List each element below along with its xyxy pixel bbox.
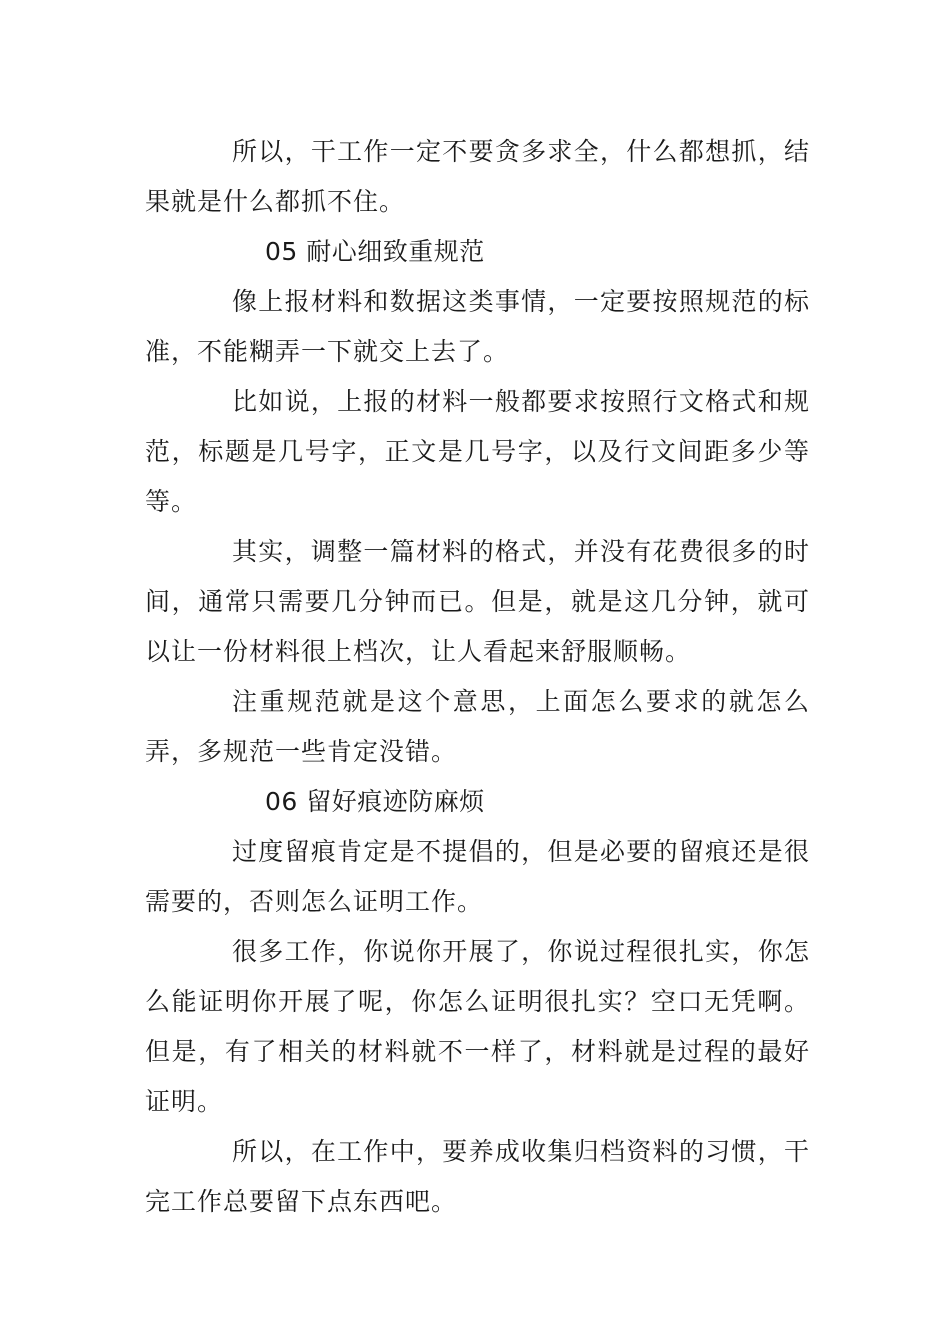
section-heading-06: 06 留好痕迹防麻烦: [265, 787, 485, 816]
paragraph-format-time: 其实，调整一篇材料的格式，并没有花费很多的时间，通常只需要几分钟而已。但是，就是这几分钟，就可以让一份材料很上档次，让人看起来舒服顺畅。: [145, 537, 810, 666]
document-body: [145, 127, 810, 1227]
paragraph-focus: 所以，干工作一定不要贪多求全，什么都想抓，结果就是什么都抓不住。: [145, 137, 810, 216]
paragraph-archive-habit: 所以，在工作中，要养成收集归档资料的习惯，干完工作总要留下点东西吧。: [145, 1137, 810, 1216]
section-heading-05: 05 耐心细致重规范: [265, 237, 485, 266]
paragraph-traces: 过度留痕肯定是不提倡的，但是必要的留痕还是很需要的，否则怎么证明工作。: [145, 837, 810, 916]
paragraph-standards-summary: 注重规范就是这个意思，上面怎么要求的就怎么弄，多规范一些肯定没错。: [145, 687, 810, 766]
paragraph-standards: 像上报材料和数据这类事情，一定要按照规范的标准，不能糊弄一下就交上去了。: [145, 287, 810, 366]
paragraph-format-example: 比如说，上报的材料一般都要求按照行文格式和规范，标题是几号字，正文是几号字，以及行文间距多少等等。: [145, 387, 810, 516]
paragraph-proof: 很多工作，你说你开展了，你说过程很扎实，你怎么能证明你开展了呢，你怎么证明很扎实？空口无凭啊。但是，有了相关的材料就不一样了，材料就是过程的最好证明。: [145, 937, 810, 1116]
